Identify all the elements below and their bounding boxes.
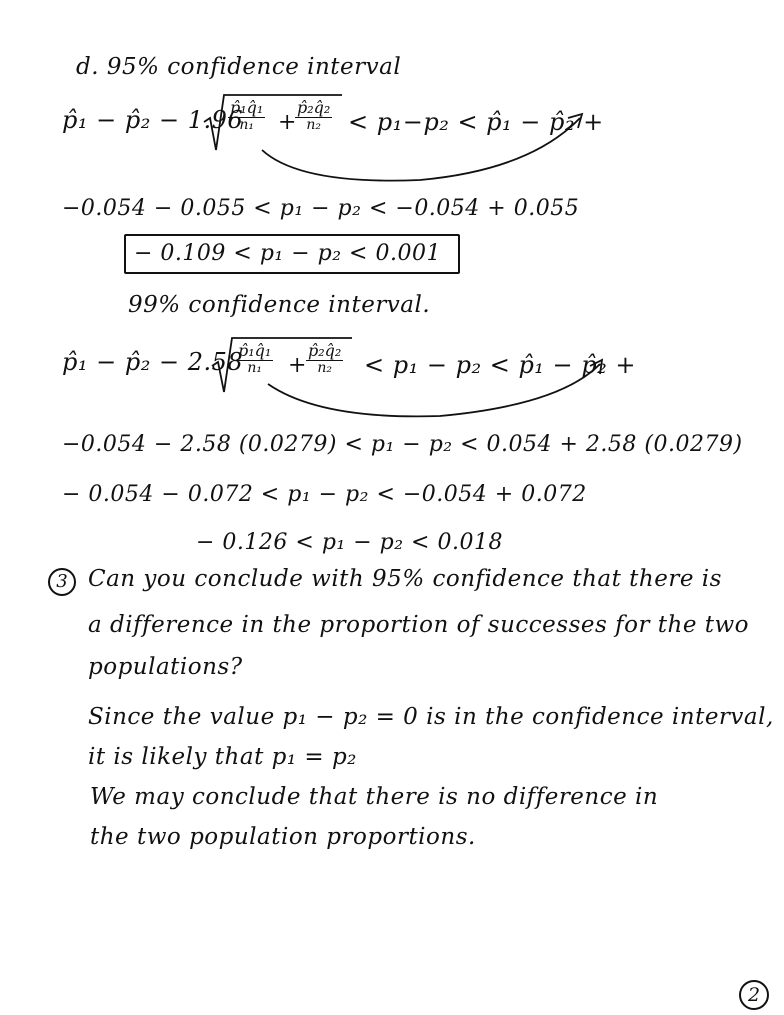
question-number-badge: 3 bbox=[48, 568, 76, 596]
formula-95-right: < p₁−p₂ < p̂₁ − p̂₂ + bbox=[348, 108, 604, 136]
question3-line3: populations? bbox=[88, 654, 243, 680]
plus-sign-95: + bbox=[278, 110, 297, 135]
answer-line1: Since the value p₁ − p₂ = 0 is in the confidence interval, bbox=[88, 704, 774, 730]
formula-99-left: p̂₁ − p̂₂ − 2.58 bbox=[62, 348, 244, 376]
fraction-p1q1-n1-95: $\frac{\text{p̂₁q̂₁}}{\text{n₁}}$ bbox=[230, 98, 264, 133]
heading-95-interval: d. 95% confidence interval bbox=[76, 54, 402, 80]
substitution-95: −0.054 − 0.055 < p₁ − p₂ < −0.054 + 0.055 bbox=[62, 196, 580, 221]
fraction-p2q2-n2-95: $\frac{\text{p̂₂q̂₂}}{\text{n₂}}$ bbox=[297, 98, 331, 133]
fraction-p2q2-n2-99: $\frac{\text{p̂₂q̂₂}}{\text{n₂}}$ bbox=[308, 341, 342, 376]
answer-line4: the two population proportions. bbox=[90, 824, 476, 850]
formula-95-left: p̂₁ − p̂₂ − 1.96 bbox=[62, 106, 244, 134]
simplified-99: − 0.054 − 0.072 < p₁ − p₂ < −0.054 + 0.072 bbox=[62, 482, 587, 507]
answer-line3: We may conclude that there is no difference in bbox=[90, 784, 659, 810]
result-95: − 0.109 < p₁ − p₂ < 0.001 bbox=[134, 241, 441, 266]
substitution-99: −0.054 − 2.58 (0.0279) < p₁ − p₂ < 0.054 + 2.58 (0.0279) bbox=[62, 432, 743, 457]
heading-99-interval: 99% confidence interval. bbox=[128, 292, 431, 318]
fraction-p1q1-n1-99: $\frac{\text{p̂₁q̂₁}}{\text{n₁}}$ bbox=[238, 341, 272, 376]
result-99: − 0.126 < p₁ − p₂ < 0.018 bbox=[196, 530, 503, 555]
page-number: 2 bbox=[739, 980, 769, 1010]
question3-line1: Can you conclude with 95% confidence that there is bbox=[88, 566, 722, 592]
question3-line2: a difference in the proportion of successes for the two bbox=[88, 612, 750, 638]
plus-sign-99: + bbox=[288, 353, 307, 378]
formula-99-right: < p₁ − p₂ < p̂₁ − p̂₂ + bbox=[364, 351, 637, 379]
answer-line2: it is likely that p₁ = p₂ bbox=[88, 744, 357, 770]
